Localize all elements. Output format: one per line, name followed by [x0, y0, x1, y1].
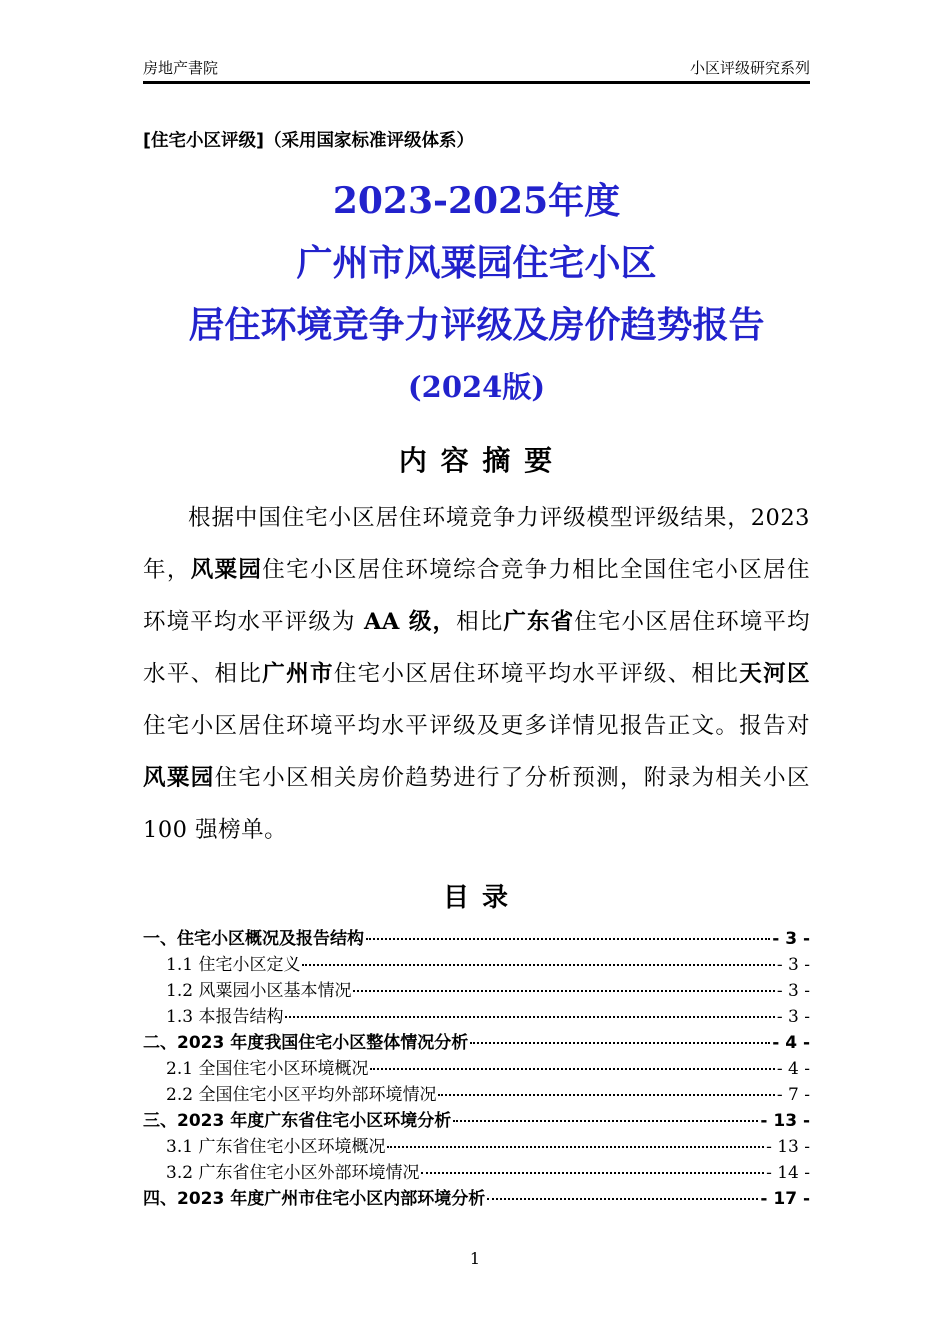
- toc-entry-label: 2.2 全国住宅小区平均外部环境情况: [166, 1085, 437, 1105]
- page-footer: [0, 1249, 950, 1268]
- rating-system-tag: [住宅小区评级]（采用国家标准评级体系）: [143, 131, 474, 151]
- summary-heading: 内 容 摘 要: [398, 444, 555, 477]
- toc-entry: [143, 1082, 810, 1108]
- title-edition: (2024版): [407, 370, 546, 404]
- summary-text: 相比: [456, 609, 504, 635]
- summary-text: 住宅小区居住环境综合竞争力相比全国住宅小区居住环境平均水平评级为: [143, 557, 810, 635]
- toc-leader-dots: [487, 1198, 758, 1200]
- toc-leader-dots: [285, 1016, 774, 1018]
- toc-entry-page: - 7 -: [776, 1085, 810, 1105]
- table-of-contents: [143, 926, 810, 1212]
- toc-entry-page: - 3 -: [772, 929, 810, 949]
- toc-entry-label: 1.3 本报告结构: [166, 1007, 284, 1027]
- toc-entry-label: 3.1 广东省住宅小区环境概况: [166, 1137, 386, 1157]
- toc-leader-dots: [438, 1094, 774, 1096]
- toc-heading: 目 录: [442, 883, 511, 913]
- summary-bold-text: 广州市: [262, 661, 334, 687]
- summary-bold-text: 天河区: [739, 661, 810, 687]
- toc-leader-dots: [470, 1042, 770, 1044]
- toc-entry-label: 二、2023 年度我国住宅小区整体情况分析: [143, 1033, 469, 1053]
- toc-entry-page: - 3 -: [776, 1007, 810, 1027]
- toc-entry-page: - 3 -: [776, 955, 810, 975]
- header-rule: [143, 81, 810, 84]
- summary-text: 根据中国住宅小区居住环境竞争力评级模型评级结果，2023 年，: [143, 505, 810, 583]
- summary-bold-text: 广东省: [503, 609, 575, 635]
- toc-entry-page: - 17 -: [760, 1189, 810, 1209]
- toc-entry-label: 四、2023 年度广州市住宅小区内部环境分析: [143, 1189, 486, 1209]
- toc-leader-dots: [453, 1120, 758, 1122]
- toc-entry-page: - 13 -: [760, 1111, 810, 1131]
- toc-entry-label: 1.1 住宅小区定义: [166, 955, 301, 975]
- toc-entry-page: - 13 -: [766, 1137, 810, 1157]
- toc-entry: [143, 1134, 810, 1160]
- header-right-text: 小区评级研究系列: [689, 59, 810, 77]
- toc-entry-page: - 4 -: [772, 1033, 810, 1053]
- summary-bold-text: AA 级，: [363, 609, 457, 635]
- title-year-range: 2023-2025年度: [332, 180, 621, 222]
- toc-entry: [143, 1160, 810, 1186]
- toc-entry: [143, 926, 810, 952]
- summary-text: 住宅小区居住环境平均水平评级及更多详情见报告正文。报告对: [143, 713, 810, 739]
- summary-bold-text: 风粟园: [190, 557, 263, 583]
- toc-entry-label: 2.1 全国住宅小区环境概况: [166, 1059, 369, 1079]
- toc-entry-label: 三、2023 年度广东省住宅小区环境分析: [143, 1111, 452, 1131]
- toc-entry: [143, 1030, 810, 1056]
- toc-entry: [143, 952, 810, 978]
- toc-entry: [143, 1004, 810, 1030]
- toc-leader-dots: [366, 938, 770, 940]
- toc-leader-dots: [302, 964, 774, 966]
- toc-entry: [143, 1186, 810, 1212]
- toc-entry: [143, 978, 810, 1004]
- summary-paragraph: [143, 492, 810, 856]
- toc-entry-page: - 3 -: [776, 981, 810, 1001]
- toc-entry: [143, 1108, 810, 1134]
- title-community-name: 广州市风粟园住宅小区: [296, 242, 657, 284]
- toc-entry-label: 1.2 风粟园小区基本情况: [166, 981, 352, 1001]
- toc-entry-label: 一、住宅小区概况及报告结构: [143, 929, 364, 949]
- toc-leader-dots: [421, 1172, 764, 1174]
- summary-bold-text: 风粟园: [143, 765, 215, 791]
- toc-entry-label: 3.2 广东省住宅小区外部环境情况: [166, 1163, 420, 1183]
- header-left-text: 房地产書院: [143, 59, 219, 77]
- toc-leader-dots: [370, 1068, 774, 1070]
- title-report-subject: 居住环境竞争力评级及房价趋势报告: [188, 304, 765, 346]
- summary-text: 住宅小区相关房价趋势进行了分析预测，附录为相关小区 100 强榜单。: [143, 765, 810, 843]
- toc-entry-page: - 14 -: [766, 1163, 810, 1183]
- summary-text: 住宅小区居住环境平均水平、相比: [143, 609, 810, 687]
- toc-entry: [143, 1056, 810, 1082]
- page-header: [143, 58, 810, 78]
- toc-entry-page: - 4 -: [776, 1059, 810, 1079]
- toc-leader-dots: [353, 990, 774, 992]
- toc-leader-dots: [387, 1146, 764, 1148]
- page-number: 1: [469, 1249, 481, 1268]
- summary-text: 住宅小区居住环境平均水平评级、相比: [333, 661, 740, 687]
